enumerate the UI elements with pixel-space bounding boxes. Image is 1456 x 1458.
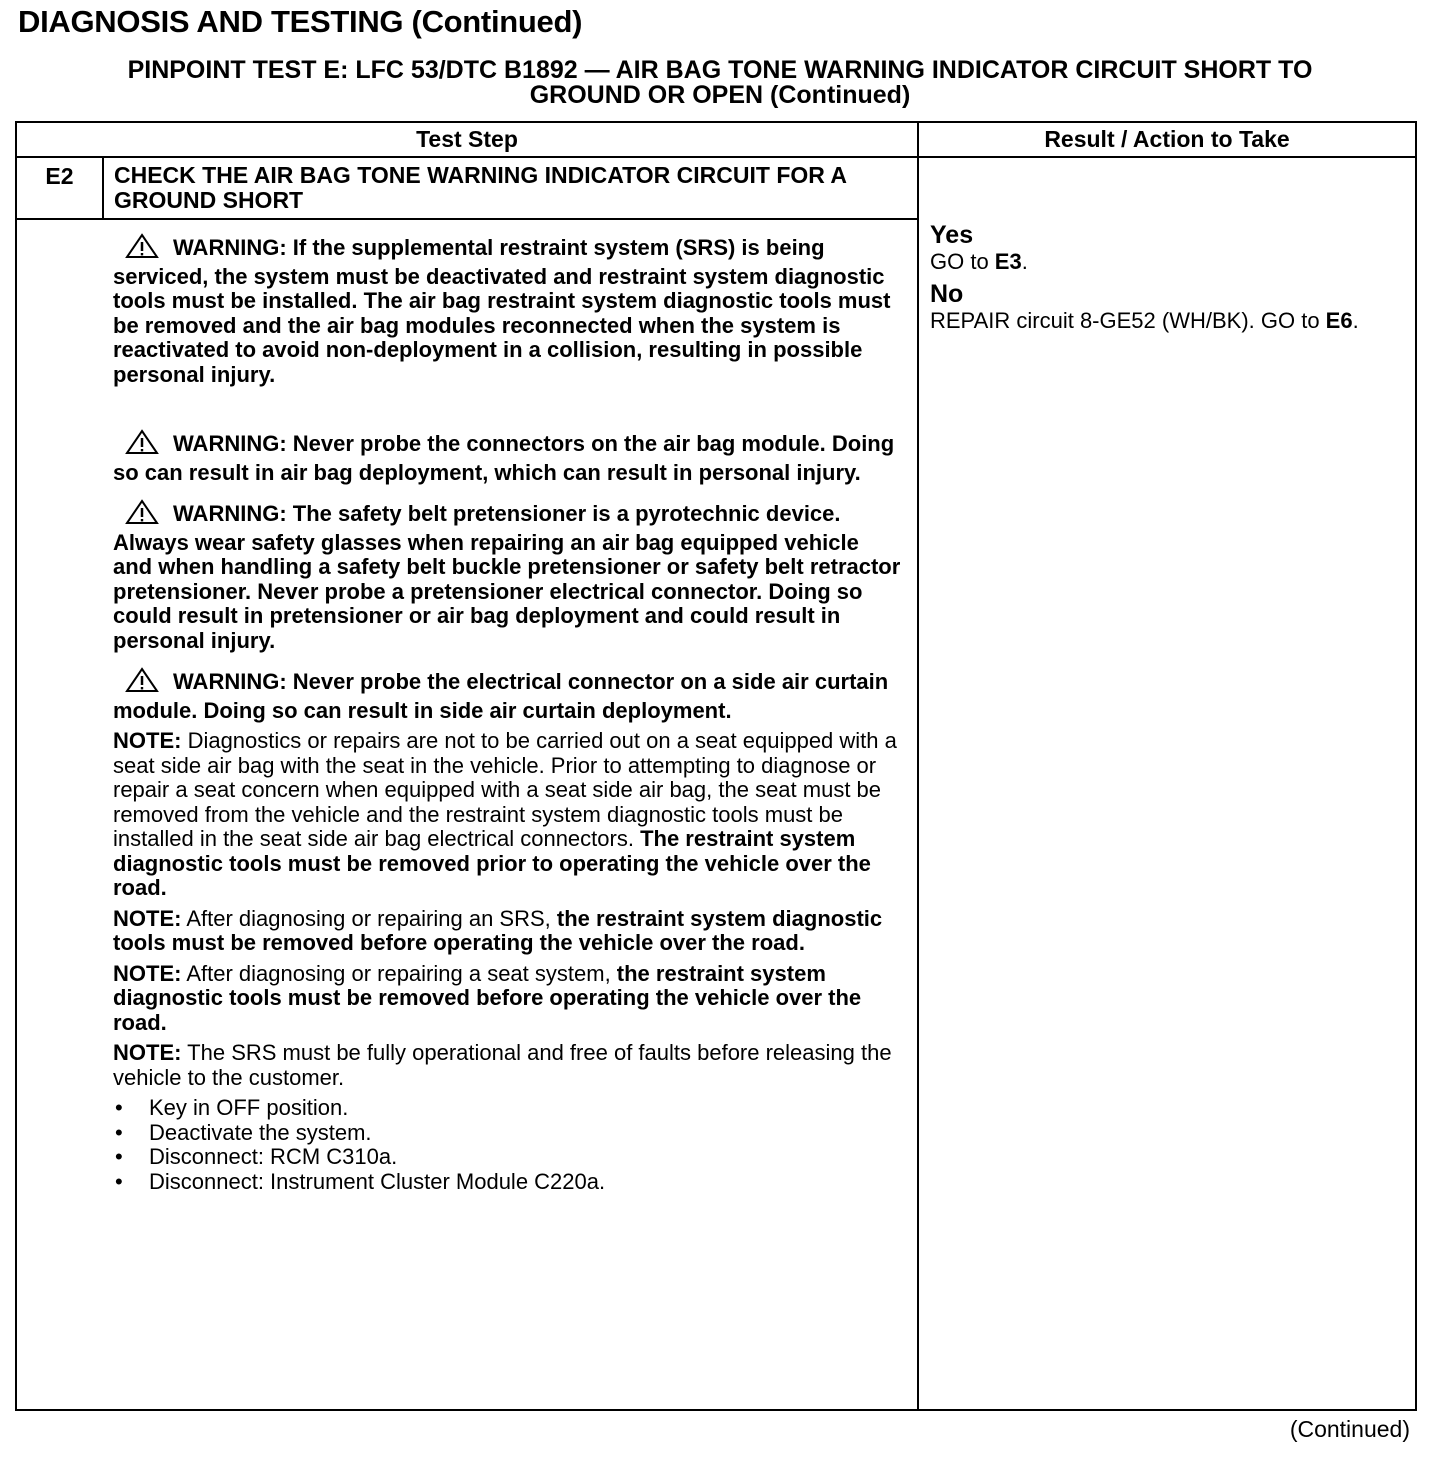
note-block xyxy=(113,907,903,956)
result-no-label: No xyxy=(930,280,964,308)
header-divider xyxy=(17,156,1415,158)
result-column xyxy=(930,221,1410,339)
result-yes-target: E3 xyxy=(994,249,1022,274)
note-bold-text: the restraint system diagnostic tools must be removed before operating the vehicle over the road. xyxy=(113,905,883,955)
result-no-target: E6 xyxy=(1325,308,1353,333)
action-list xyxy=(113,1096,903,1194)
warning-block xyxy=(113,667,903,723)
test-step-table xyxy=(15,121,1417,1411)
note-bold-text: The restraint system diagnostic tools must be removed prior to operating the vehicle over the road. xyxy=(113,826,871,900)
column-divider xyxy=(917,123,919,1409)
list-item: • Disconnect: Instrument Cluster Module C220a. xyxy=(115,1168,606,1194)
column-header-result: Result / Action to Take xyxy=(1044,126,1290,152)
list-item: • Disconnect: RCM C310a. xyxy=(115,1144,398,1169)
note-bold-text: the restraint system diagnostic tools must be removed before operating the vehicle over the road. xyxy=(113,960,862,1035)
warning-triangle-icon xyxy=(125,233,159,265)
test-step-body xyxy=(113,233,903,1194)
list-item: • Key in OFF position. xyxy=(115,1095,349,1120)
note-block xyxy=(113,729,903,901)
step-title: CHECK THE AIR BAG TONE WARNING INDICATOR CIRCUIT FOR A GROUND SHORT xyxy=(114,162,847,213)
note-block xyxy=(113,962,903,1036)
step-id-divider xyxy=(102,158,104,218)
bullet-icon: • xyxy=(115,1095,123,1120)
list-item: • Deactivate the system. xyxy=(115,1119,372,1145)
pinpoint-test-title-line1: PINPOINT TEST E: LFC 53/DTC B1892 — AIR BAG TONE WARNING INDICATOR CIRCUIT SHORT TO xyxy=(127,56,1313,84)
note-label: NOTE: xyxy=(113,960,182,986)
warning-text: WARNING: The safety belt pretensioner is a pyrotechnic device. Always wear safety glasses when repairing an air bag equipped vehicle and when handling a safety belt buckle pretensioner or safety belt retractor pretensioner. Never probe a pretensioner electrical connector. Doing so could result in pretensioner or air bag deployment and could result in personal injury. xyxy=(113,501,901,653)
warning-text: WARNING: Never probe the electrical connector on a side air curtain module. Doing so can result in side air curtain deployment. xyxy=(113,669,889,723)
note-label: NOTE: xyxy=(113,905,182,931)
step-title-divider xyxy=(17,218,917,220)
warning-block xyxy=(113,233,903,387)
warning-triangle-icon xyxy=(125,667,159,699)
warning-triangle-icon xyxy=(125,429,159,461)
continued-label: (Continued) xyxy=(1289,1416,1410,1442)
bullet-icon: • xyxy=(115,1168,123,1194)
result-yes-label: Yes xyxy=(930,221,974,249)
warning-triangle-icon xyxy=(125,499,159,531)
pinpoint-test-title xyxy=(18,58,1422,108)
step-id: E2 xyxy=(45,163,74,189)
pinpoint-test-title-line2: GROUND OR OPEN (Continued) xyxy=(529,81,911,109)
note-text: The SRS must be fully operational and free of faults before releasing the vehicle to the customer. xyxy=(113,1040,892,1090)
warning-text: WARNING: If the supplemental restraint system (SRS) is being serviced, the system must be deactivated and restraint system diagnostic tools must be installed. The air bag restraint system diagnostic tools must be removed and the air bag modules reconnected when the system is reactivated to avoid non-deployment in a collision, resulting in possible personal injury. xyxy=(113,235,891,387)
note-text: Diagnostics or repairs are not to be carried out on a seat equipped with a seat side air bag with the seat in the vehicle. Prior to attempting to diagnose or repair a seat concern when equipped with a seat side air bag, the seat must be removed from the vehicle and the restraint system diagnostic tools must be installed in the seat side air bag electrical connectors. xyxy=(113,728,897,851)
warning-block xyxy=(113,429,903,485)
note-text: After diagnosing or repairing a seat system, xyxy=(181,960,617,986)
note-text: After diagnosing or repairing an SRS, xyxy=(181,905,557,931)
result-yes-action: GO to E3. xyxy=(930,249,1028,274)
note-label: NOTE: xyxy=(113,1040,182,1065)
note-block xyxy=(113,1041,903,1090)
warning-block xyxy=(113,499,903,653)
bullet-icon: • xyxy=(115,1144,123,1169)
column-header-test-step: Test Step xyxy=(416,126,518,152)
warning-text: WARNING: Never probe the connectors on the air bag module. Doing so can result in air bag deployment, which can result in personal injury. xyxy=(113,431,895,485)
note-label: NOTE: xyxy=(113,728,182,753)
bullet-icon: • xyxy=(115,1119,123,1145)
result-no-action: REPAIR circuit 8-GE52 (WH/BK). GO to E6. xyxy=(930,308,1359,333)
page-title: DIAGNOSIS AND TESTING (Continued) xyxy=(18,4,583,39)
